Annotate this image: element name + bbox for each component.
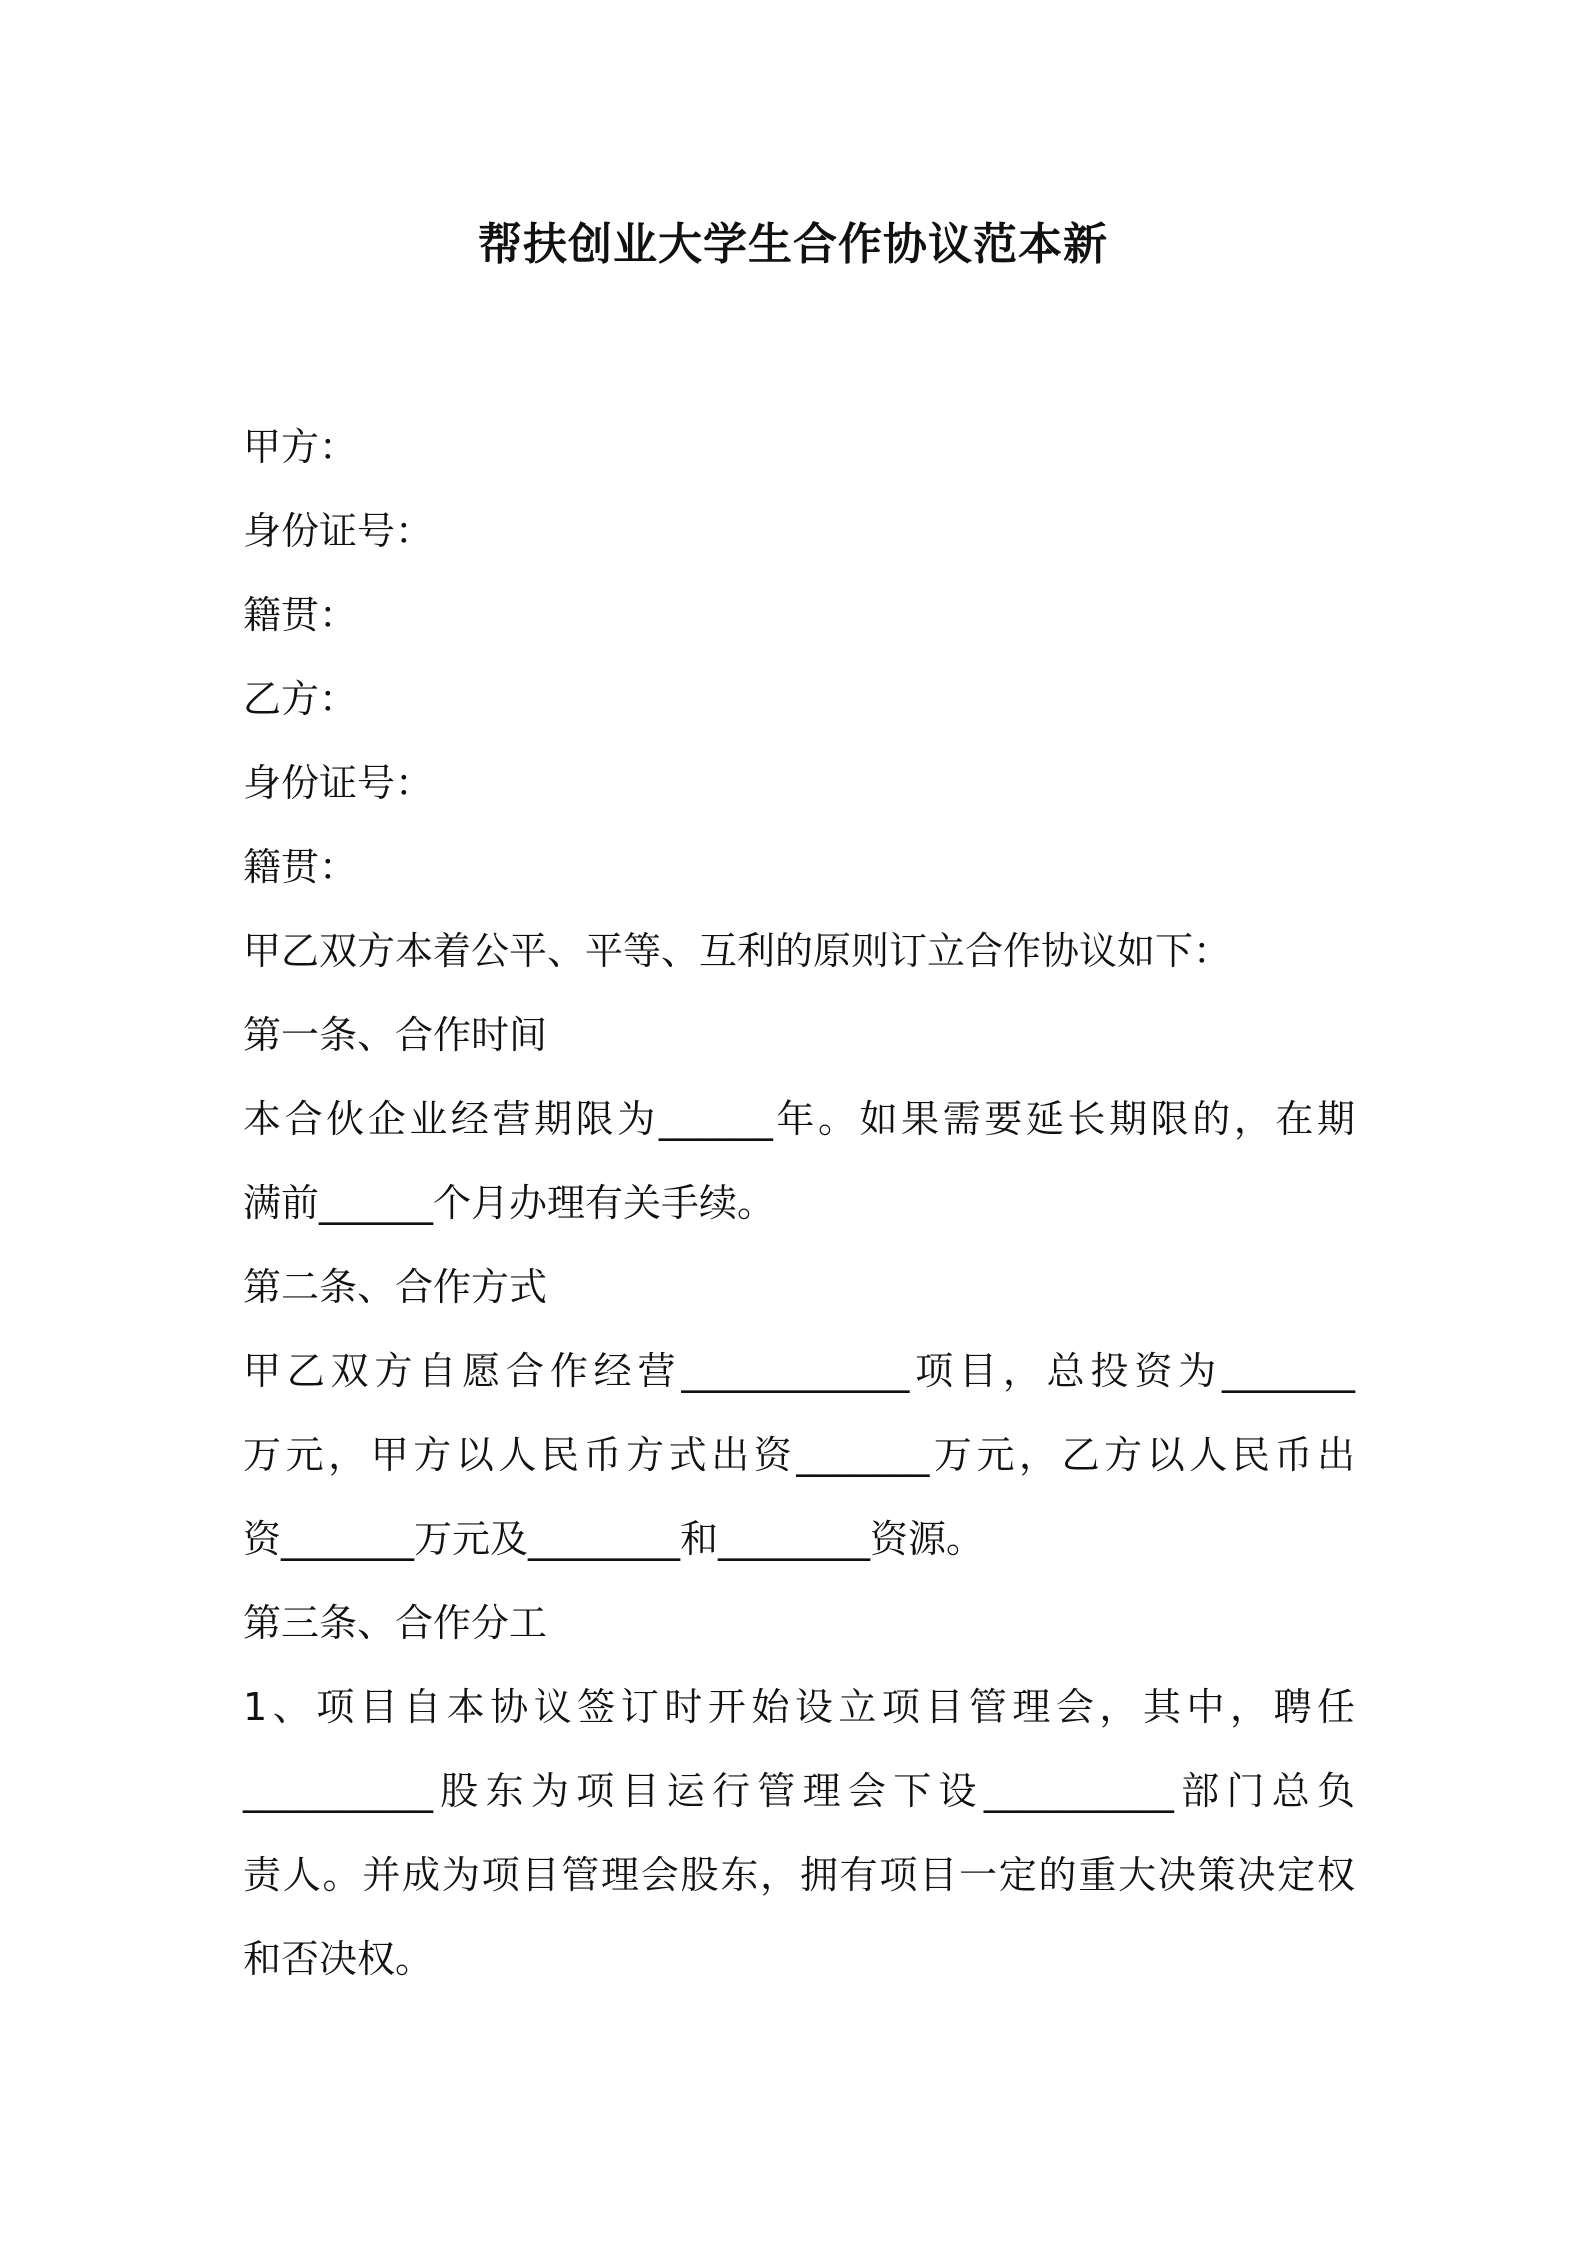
article-1-text-line-1: 本合伙企业经营期限为______年。如果需要延长期限的，在期	[243, 1097, 1355, 1141]
article-3-item-1-line-4: 和否决权。	[243, 1937, 434, 1981]
article-2-text-line-1: 甲乙双方自愿合作经营____________项目，总投资为_______	[243, 1349, 1355, 1393]
article-3-heading: 第三条、合作分工	[243, 1601, 548, 1645]
document-body	[243, 405, 1355, 2001]
article-1-text-line-2: 满前______个月办理有关手续。	[243, 1181, 776, 1225]
article-3-item-1-line-2: __________股东为项目运行管理会下设__________部门总负	[243, 1769, 1355, 1813]
article-1-heading: 第一条、合作时间	[243, 1013, 548, 1057]
agreement-intro: 甲乙双方本着公平、平等、互利的原则订立合作协议如下：	[243, 929, 1232, 973]
article-3-item-1-line-1: 1、项目自本协议签订时开始设立项目管理会，其中，聘任	[243, 1685, 1355, 1729]
party-b-label: 乙方：	[243, 677, 358, 721]
party-b-native-place-label: 籍贯：	[243, 845, 358, 889]
party-b-id-number-label: 身份证号：	[243, 761, 434, 805]
article-2-text-line-2: 万元，甲方以人民币方式出资_______万元，乙方以人民币出	[243, 1433, 1355, 1477]
article-3-item-1-line-3: 责人。并成为项目管理会股东，拥有项目一定的重大决策决定权	[243, 1853, 1355, 1897]
article-2-text-line-3: 资_______万元及________和________资源。	[243, 1517, 985, 1561]
article-2-heading: 第二条、合作方式	[243, 1265, 548, 1309]
document-title: 帮扶创业大学生合作协议范本新	[478, 219, 1108, 270]
party-a-label: 甲方：	[243, 425, 358, 469]
party-a-id-number-label: 身份证号：	[243, 509, 434, 553]
party-a-native-place-label: 籍贯：	[243, 593, 358, 637]
